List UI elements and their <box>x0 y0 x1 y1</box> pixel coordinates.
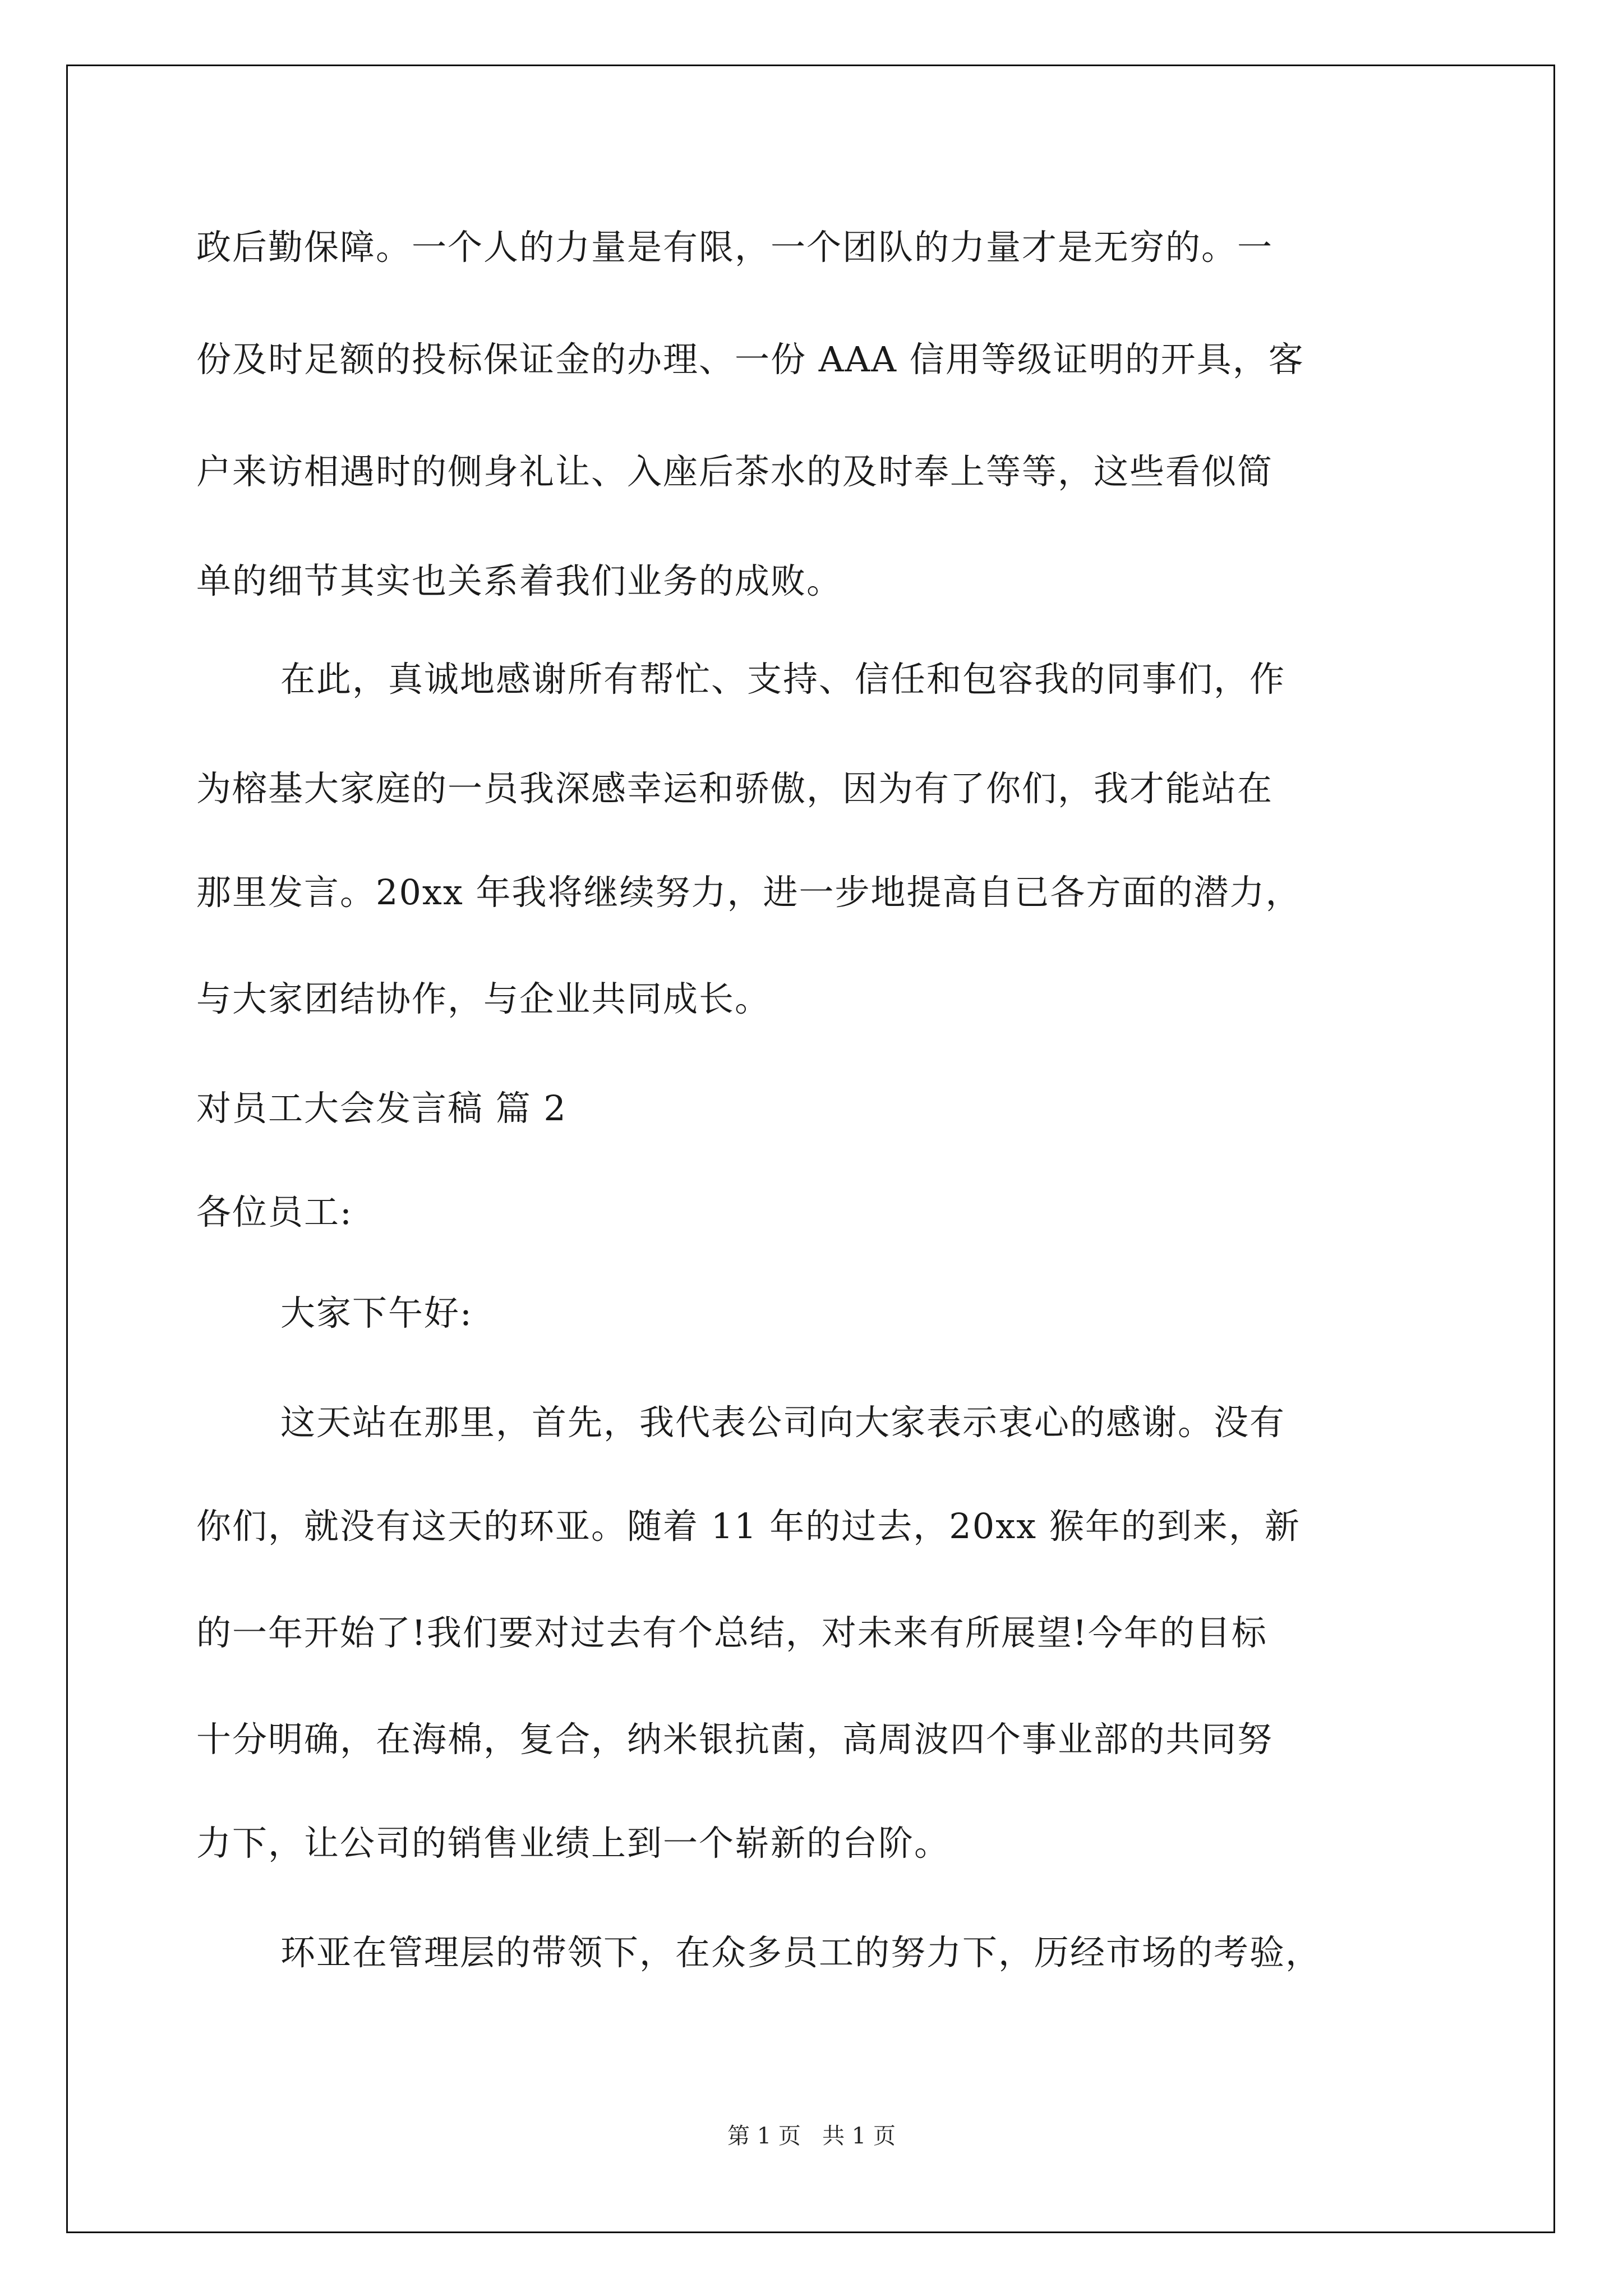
paragraph-line-15: 十分明确，在海棉，复合，纳米银抗菌，高周波四个事业部的共同努 <box>196 1719 1274 1760</box>
page-number-label: 第 1 页 共 1 页 <box>727 2123 896 2149</box>
paragraph-line-3: 户来访相遇时的侧身礼让、入座后茶水的及时奉上等等，这些看似简 <box>196 451 1274 492</box>
paragraph-line-14: 的一年开始了!我们要对过去有个总结，对未来有所展望!今年的目标 <box>196 1612 1267 1653</box>
paragraph-line-6: 为榕基大家庭的一员我深感幸运和骄傲，因为有了你们，我才能站在 <box>196 768 1274 809</box>
paragraph-line-4: 单的细节其实也关系着我们业务的成败。 <box>196 560 843 601</box>
section-heading: 对员工大会发言稿 篇 2 <box>196 1088 567 1129</box>
page-border <box>66 65 1555 2233</box>
paragraph-line-2: 份及时足额的投标保证金的办理、一份 AAA 信用等级证明的开具，客 <box>196 339 1304 380</box>
paragraph-line-13: 你们，就没有这天的环亚。随着 11 年的过去，20xx 猴年的到来，新 <box>196 1506 1301 1547</box>
paragraph-line-16: 力下，让公司的销售业绩上到一个崭新的台阶。 <box>196 1823 951 1864</box>
paragraph-line-1: 政后勤保障。一个人的力量是有限，一个团队的力量才是无穷的。一 <box>196 227 1274 268</box>
greeting: 大家下午好: <box>280 1292 473 1333</box>
paragraph-line-7: 那里发言。20xx 年我将继续努力，进一步地提高自已各方面的潜力， <box>196 872 1302 913</box>
paragraph-line-5: 在此，真诚地感谢所有帮忙、支持、信任和包容我的同事们，作 <box>280 659 1286 700</box>
paragraph-line-12: 这天站在那里，首先，我代表公司向大家表示衷心的感谢。没有 <box>280 1402 1286 1443</box>
paragraph-line-17: 环亚在管理层的带领下，在众多员工的努力下，历经市场的考验， <box>280 1932 1322 1973</box>
paragraph-line-8: 与大家团结协作，与企业共同成长。 <box>196 978 771 1019</box>
page-footer <box>0 2125 1623 2147</box>
salutation: 各位员工: <box>196 1191 353 1232</box>
